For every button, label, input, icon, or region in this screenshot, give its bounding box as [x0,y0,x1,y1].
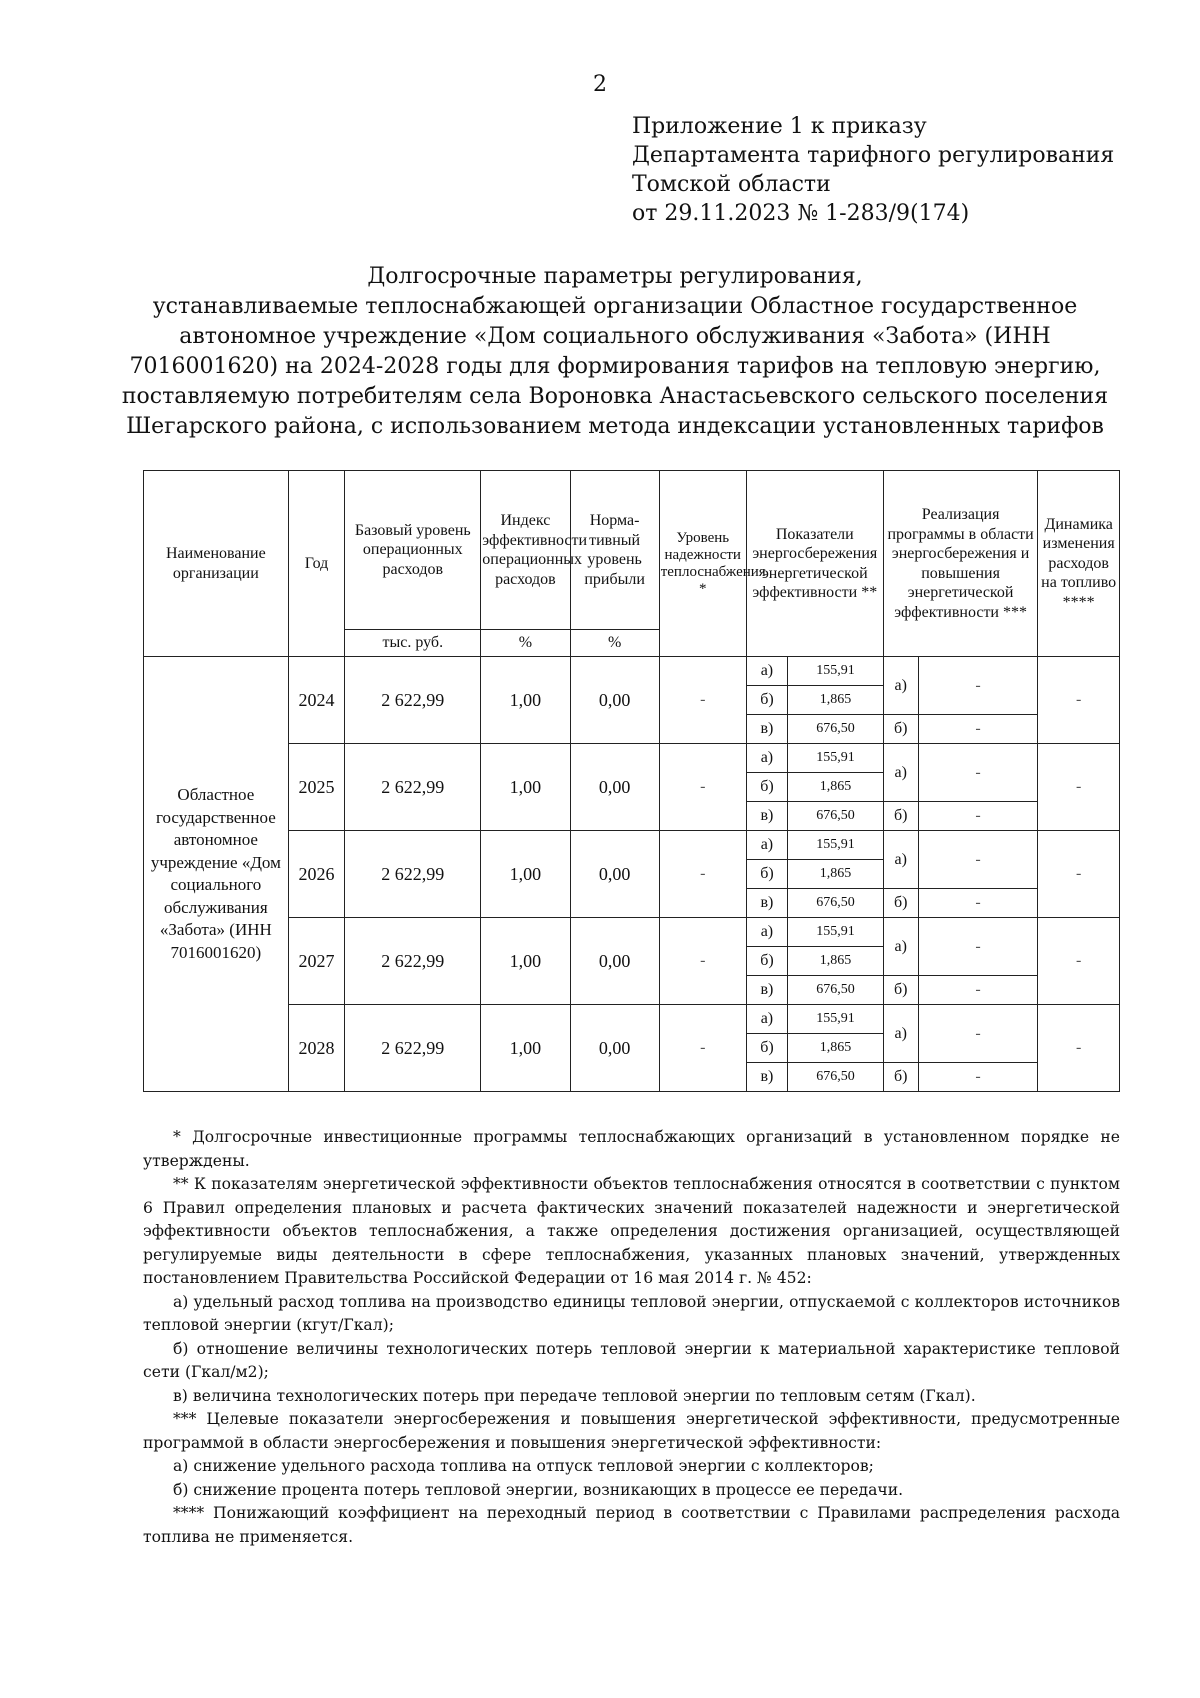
year-cell: 2028 [288,1005,345,1092]
appendix-line: Приложение 1 к приказу [632,114,927,139]
header-efficiency-index: Индекс эффективности операционных расходов [481,471,570,630]
index-cell: 1,00 [481,918,570,1005]
program-value: - [918,976,1038,1005]
header-energy-indicators: Показатели энергосбережения энергетической эффективности ** [746,471,883,657]
energy-value: 676,50 [788,802,884,831]
base-cell: 2 622,99 [345,1005,481,1092]
profit-cell: 0,00 [570,744,659,831]
title-line: автономное учреждение «Дом социального обслуживания «Забота» (ИНН [179,324,1051,349]
table-row [144,1005,1120,1034]
program-label: б) [883,889,918,918]
program-label: а) [883,1005,918,1063]
header-fuel-dynamics: Динамика изменения расходов на топливо **** [1038,471,1120,657]
title-line: 7016001620) на 2024-2028 годы для формирования тарифов на тепловую энергию, [129,354,1101,379]
footnote: *** Целевые показатели энергосбережения и повышения энергетической эффективности, предусмотренные программой в области энергосбережения и повышения энергетической эффективности: [143,1410,1120,1452]
header-organization: Наименование организации [144,471,289,657]
year-cell: 2026 [288,831,345,918]
energy-value: 155,91 [788,1005,884,1034]
program-value: - [918,657,1038,715]
energy-label: б) [746,1034,787,1063]
unit-base: тыс. руб. [345,630,481,657]
program-value: - [918,715,1038,744]
appendix-block [632,112,1114,228]
table-row [144,831,1120,860]
fuel-cell: - [1038,657,1120,744]
footnote: **** Понижающий коэффициент на переходный период в соответствии с Правилами распределения расхода топлива не применяется. [143,1504,1120,1546]
program-label: а) [883,744,918,802]
program-label: б) [883,1063,918,1092]
table-row [144,744,1120,773]
energy-label: а) [746,744,787,773]
energy-value: 676,50 [788,889,884,918]
year-cell: 2025 [288,744,345,831]
header-profit-level: Норма-тивный уровень прибыли [570,471,659,630]
reliability-cell: - [659,831,746,918]
fuel-cell: - [1038,1005,1120,1092]
program-value: - [918,918,1038,976]
program-label: а) [883,657,918,715]
profit-cell: 0,00 [570,831,659,918]
energy-label: а) [746,657,787,686]
energy-label: в) [746,1063,787,1092]
program-label: б) [883,715,918,744]
program-value: - [918,831,1038,889]
energy-value: 1,865 [788,773,884,802]
page-number: 2 [593,72,607,97]
energy-value: 155,91 [788,657,884,686]
profit-cell: 0,00 [570,657,659,744]
appendix-line: от 29.11.2023 № 1-283/9(174) [632,201,970,226]
energy-value: 1,865 [788,1034,884,1063]
energy-value: 155,91 [788,831,884,860]
footnote: б) снижение процента потерь тепловой энергии, возникающих в процессе ее передачи. [173,1480,904,1499]
energy-value: 676,50 [788,715,884,744]
program-label: а) [883,831,918,889]
header-base-level: Базовый уровень операционных расходов [345,471,481,630]
reliability-cell: - [659,657,746,744]
table-row [144,657,1120,686]
profit-cell: 0,00 [570,918,659,1005]
energy-value: 1,865 [788,860,884,889]
energy-value: 1,865 [788,686,884,715]
title-line: поставляемую потребителям села Вороновка Анастасьевского сельского поселения [121,384,1109,409]
program-value: - [918,1005,1038,1063]
program-label: а) [883,918,918,976]
reliability-cell: - [659,744,746,831]
energy-label: а) [746,831,787,860]
energy-label: в) [746,802,787,831]
unit-index: % [481,630,570,657]
title-line: устанавливаемые теплоснабжающей организации Областное государственное [152,294,1078,319]
footnote: б) отношение величины технологических потерь тепловой энергии к материальной характеристике тепловой сети (Гкал/м2); [143,1339,1120,1381]
base-cell: 2 622,99 [345,657,481,744]
footnote: а) удельный расход топлива на производство единицы тепловой энергии, отпускаемой с коллекторов источников тепловой энергии (кгут/Гкал); [143,1292,1120,1334]
energy-label: б) [746,773,787,802]
energy-value: 1,865 [788,947,884,976]
program-value: - [918,744,1038,802]
footnote: * Долгосрочные инвестиционные программы теплоснабжающих организаций в установленном порядке не утверждены. [143,1128,1120,1170]
index-cell: 1,00 [481,831,570,918]
index-cell: 1,00 [481,657,570,744]
energy-label: в) [746,976,787,1005]
index-cell: 1,00 [481,1005,570,1092]
unit-profit: % [570,630,659,657]
appendix-line: Томской области [632,172,831,197]
document-title [120,262,1110,442]
energy-label: б) [746,947,787,976]
reliability-cell: - [659,918,746,1005]
fuel-cell: - [1038,831,1120,918]
fuel-cell: - [1038,918,1120,1005]
program-value: - [918,1063,1038,1092]
reliability-cell: - [659,1005,746,1092]
energy-label: а) [746,918,787,947]
year-cell: 2024 [288,657,345,744]
regulation-parameters-table [143,470,1120,1092]
index-cell: 1,00 [481,744,570,831]
energy-label: в) [746,715,787,744]
base-cell: 2 622,99 [345,831,481,918]
program-label: б) [883,802,918,831]
energy-value: 155,91 [788,918,884,947]
footnote: ** К показателям энергетической эффективности объектов теплоснабжения относятся в соответствии с пунктом 6 Правил определения плановых и расчета фактических значений показателей надежности и энергетической эффективности объектов теплоснабжения, а также определения достижения организацией, осуществляющей регулируемые виды деятельности в сфере теплоснабжения, указанных плановых значений, утвержденных постановлением Правительства Российской Федерации от 16 мая 2014 г. № 452: [143,1175,1120,1287]
title-line: Долгосрочные параметры регулирования, [367,264,863,289]
appendix-line: Департамента тарифного регулирования [632,143,1115,168]
base-cell: 2 622,99 [345,744,481,831]
header-program: Реализация программы в области энергосбережения и повышения энергетической эффективности *** [883,471,1038,657]
energy-label: б) [746,860,787,889]
footnotes [143,1126,1120,1549]
header-year: Год [288,471,345,657]
title-line: Шегарского района, с использованием метода индексации установленных тарифов [126,414,1104,439]
year-cell: 2027 [288,918,345,1005]
table-row [144,918,1120,947]
header-reliability: Уровень надежности теплоснабжения * [659,471,746,657]
energy-value: 676,50 [788,1063,884,1092]
program-label: б) [883,976,918,1005]
energy-label: б) [746,686,787,715]
base-cell: 2 622,99 [345,918,481,1005]
program-value: - [918,802,1038,831]
energy-value: 676,50 [788,976,884,1005]
energy-value: 155,91 [788,744,884,773]
organization-name: Областное государственное автономное учреждение «Дом социального обслуживания «Забота» (ИНН 7016001620) [144,657,289,1092]
energy-label: в) [746,889,787,918]
energy-label: а) [746,1005,787,1034]
program-value: - [918,889,1038,918]
footnote: а) снижение удельного расхода топлива на отпуск тепловой энергии с коллекторов; [173,1457,874,1475]
profit-cell: 0,00 [570,1005,659,1092]
footnote: в) величина технологических потерь при передаче тепловой энергии по тепловым сетям (Гкал). [173,1386,976,1405]
fuel-cell: - [1038,744,1120,831]
